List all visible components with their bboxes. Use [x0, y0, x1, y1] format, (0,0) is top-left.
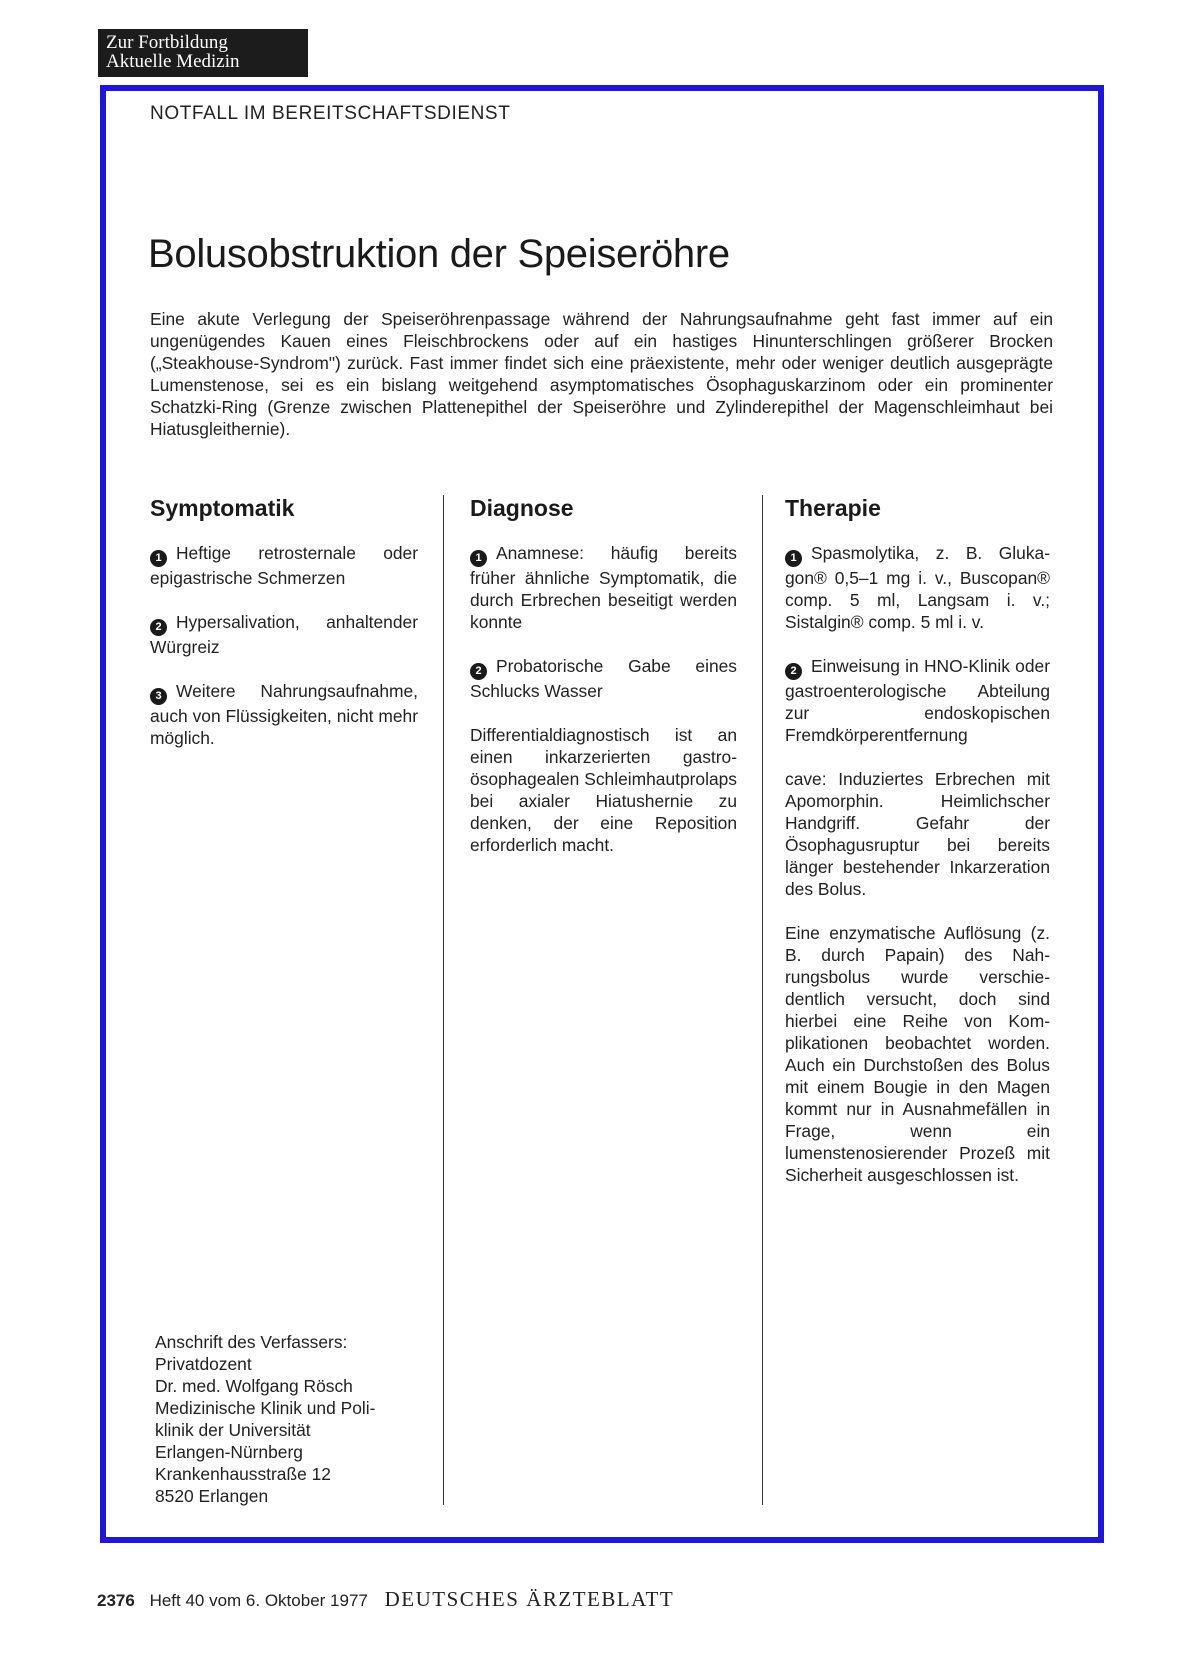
section-badge — [98, 29, 308, 77]
column-divider — [443, 495, 444, 1505]
magazine-name: DEUTSCHES ÄRZTEBLATT — [384, 1587, 675, 1611]
list-item-text: Einweisung in HNO-Klinik oder gastroenterologische Abteilung zur endoskopischen Fremdkörperentfernung — [785, 656, 1050, 745]
address-line: Erlangen-Nürnberg — [155, 1442, 303, 1462]
list-item-text: Hypersalivation, anhaltender Würgreiz — [150, 612, 418, 657]
number-1-icon: 1 — [150, 550, 167, 567]
badge-line-2: Aktuelle Medizin — [106, 51, 240, 72]
issue-info: Heft 40 vom 6. Oktober 1977 — [149, 1591, 368, 1610]
kicker: NOTFALL IM BEREITSCHAFTSDIENST — [150, 103, 511, 124]
list-item — [785, 542, 1050, 633]
address-line: Krankenhausstraße 12 — [155, 1464, 331, 1484]
list-item-text: Anamnese: häufig bereits früher ähnliche Symptomatik, die durch Erbrechen beseitigt werden konnte — [470, 543, 737, 632]
address-line: Dr. med. Wolfgang Rösch — [155, 1376, 353, 1396]
caution-paragraph: cave: Induziertes Erbrechen mit Apomorphin. Heimlichscher Handgriff. Gefahr der Ösophagusruptur bei bereits länger bestehender Inkarzeration des Bolus. — [785, 769, 1050, 899]
address-line: klinik der Universität — [155, 1420, 311, 1440]
list-item — [150, 542, 418, 589]
address-line: Medizinische Klinik und Poli- — [155, 1398, 376, 1418]
column-diagnose — [470, 495, 737, 878]
column-heading: Therapie — [785, 495, 881, 521]
address-line: Anschrift des Verfassers: — [155, 1332, 348, 1352]
badge-line-1: Zur Fortbildung — [106, 32, 228, 53]
page-footer — [97, 1587, 674, 1612]
list-item — [150, 611, 418, 658]
list-item — [470, 655, 737, 702]
list-item-text: Weitere Nahrungsaufnahme, auch von Flüssigkeiten, nicht mehr möglich. — [150, 681, 418, 748]
number-2-icon: 2 — [150, 619, 167, 636]
number-3-icon: 3 — [150, 688, 167, 705]
number-1-icon: 1 — [470, 550, 487, 567]
address-line: Privatdozent — [155, 1354, 252, 1374]
column-therapie — [785, 495, 1050, 1208]
author-address — [155, 1331, 375, 1507]
column-symptomatik — [150, 495, 418, 771]
article-title: Bolusobstruktion der Speiseröhre — [148, 232, 730, 276]
column-divider — [762, 495, 763, 1505]
differential-paragraph: Differentialdiagnostisch ist an einen inkarzerierten gastroösophagealen Schleimhautprolaps bei axialer Hiatushernie zu denken, der eine Reposition erforderlich macht. — [470, 725, 737, 855]
enzymatic-paragraph: Eine enzymatische Auflösung (z. B. durch Papain) des Nahrungsbolus wurde verschiedentlich versucht, doch sind hierbei eine Reihe von Komplikationen beobachtet worden. Auch ein Durchstoßen des Bolus mit einem Bougie in den Magen kommt nur in Ausnahmefällen in Frage, wenn ein lumenstenosierender Prozeß mit Sicherheit ausgeschlossen ist. — [785, 923, 1050, 1185]
page-number: 2376 — [97, 1591, 135, 1610]
list-item — [150, 680, 418, 749]
list-item-text: Heftige retrosternale oder epigastrische Schmerzen — [150, 543, 418, 588]
number-2-icon: 2 — [785, 663, 802, 680]
list-item-text: Spasmolytika, z. B. Glukagon® 0,5–1 mg i. v., Buscopan® comp. 5 ml, Langsam i. v.; Sistalgin® comp. 5 ml i. v. — [785, 543, 1050, 632]
list-item-text: Probatorische Gabe eines Schlucks Wasser — [470, 656, 737, 701]
list-item — [785, 655, 1050, 746]
column-heading: Diagnose — [470, 495, 574, 521]
intro-paragraph: Eine akute Verlegung der Speiseröhrenpassage während der Nahrungsaufnahme geht fast immer auf ein ungenügendes Kauen eines Fleischbrockens oder auf ein hastiges Hinunterschlingen größerer Brocken („Steakhouse-Syndrom") zurück. Fast immer findet sich eine präexistente, mehr oder weniger deutlich ausgeprägte Lumenstenose, sei es ein bislang weitgehend asymptomatisches Ösophaguskarzinom oder ein prominenter Schatzki-Ring (Grenze zwischen Plattenepithel der Speiseröhre und Zylinderepithel der Magenschleimhaut bei Hiatusgleithernie). — [150, 309, 1053, 439]
number-1-icon: 1 — [785, 550, 802, 567]
list-item — [470, 542, 737, 633]
address-line: 8520 Erlangen — [155, 1486, 269, 1506]
number-2-icon: 2 — [470, 663, 487, 680]
column-heading: Symptomatik — [150, 495, 295, 521]
